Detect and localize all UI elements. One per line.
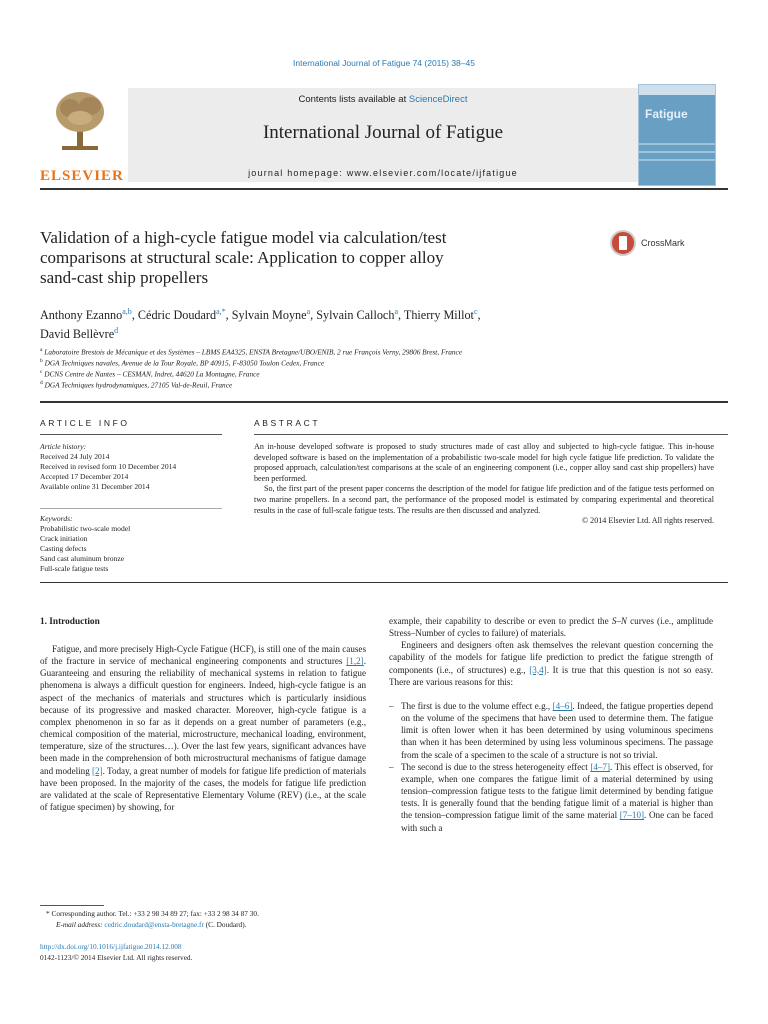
keyword-item: Crack initiation [40,534,88,543]
doi-link[interactable]: http://dx.doi.org/10.1016/j.ijfatigue.2014.12.008 [40,942,182,951]
email-note [40,920,370,931]
history-item: Accepted 17 December 2014 [40,472,129,481]
affiliation-text: DCNS Centre de Nantes – CESMAN, Indret, 44620 La Montagne, France [44,369,260,379]
author-affil-marker[interactable]: a,* [216,307,226,316]
affiliation-marker: c [40,368,43,375]
journal-cover-image [638,84,716,186]
crossmark-badge[interactable] [610,230,720,260]
author-affil-marker[interactable]: a [306,307,311,316]
reasons-list [389,700,713,834]
abstract-rule [254,434,728,435]
crossmark-label: CrossMark [641,238,685,248]
body-column-right [389,615,713,834]
journal-citation[interactable]: International Journal of Fatigue 74 (2015) 38–45 [293,58,475,68]
masthead-divider [40,188,728,190]
article-history [40,442,222,492]
affiliation-item [40,368,730,379]
article-info-rule [40,434,222,435]
affiliation-text: Laboratoire Brestois de Mécanique et des Systèmes – LBMS EA4325, ENSTA Bretagne/UBO/ENIB, 2 rue François Verny, 29806 Brest, France [44,347,463,357]
text-run: . Today, a great number of models for fatigue life prediction of materials have been proposed. In the majority of the cases, the models for fatigue life prediction are validated at the scale of Representative Elementary Volume (REV) (i.e., at the scale of fatigue specimen) by showing, for [40,765,366,813]
sn-curve-term: S–N [611,616,627,626]
article-info-heading: ARTICLE INFO [40,418,130,428]
elsevier-logo[interactable] [40,88,122,182]
list-item [389,761,713,834]
contents-prefix: Contents lists available at [298,94,409,105]
contents-line [128,94,638,105]
cover-header-band [639,85,715,95]
publisher-name: ELSEVIER [40,168,124,184]
keywords [40,514,222,574]
body-paragraph [389,639,713,688]
sciencedirect-link[interactable]: ScienceDirect [408,94,468,105]
list-item [389,700,713,761]
author-separator: , [477,308,481,323]
history-item: Received in revised form 10 December 2014 [40,462,177,471]
crossmark-icon [610,230,636,256]
author-separator: , [310,308,317,323]
title-line: sand-cast ship propellers [40,268,209,287]
affiliation-marker: b [40,357,43,364]
body-column-left [40,643,366,813]
list-dash: – [389,761,394,772]
author-separator: , [398,308,404,323]
masthead [40,84,728,184]
abstract-end-divider [40,582,728,583]
journal-title: International Journal of Fatigue [262,122,504,143]
cover-stripe [639,159,715,161]
text-run: The second is due to the stress heterogeneity effect [401,761,591,772]
reference-link[interactable]: [2] [92,765,103,776]
author-name: Sylvain Calloch [316,308,395,323]
abstract-body [254,442,714,527]
reference-link[interactable]: [7–10] [619,810,645,821]
author-name: Sylvain Moyne [231,308,307,323]
text-run: . This effect is observed, for example, when one compares the fatigue limit of a material determined by using tension–compression fatigue tests to the fatigue limit determined by bending fatigue tests. It is generally found that the bending fatigue limit of a material is higher than the tension–compression fatigue limit of the same material [401,761,713,821]
author-list [40,304,680,342]
elsevier-tree-icon [52,88,108,152]
cover-title: Fatigue [645,107,688,121]
author-name: Thierry Millot [403,308,474,323]
author-name: Anthony Ezanno [40,308,123,323]
footnotes [40,909,370,930]
author-separator: , [131,308,138,323]
issn-line: 0142-1123/© 2014 Elsevier Ltd. All rights reserved. [40,952,193,962]
affiliation-text: DGA Techniques hydrodynamiques, 27105 Val-de-Reuil, France [44,380,233,390]
paper-title [40,228,600,288]
affiliation-item [40,357,730,368]
reference-link[interactable]: [4–7] [590,761,611,772]
keyword-item: Casting defects [40,544,87,553]
abstract-paragraph: So, the first part of the present paper concerns the description of the model for fatigue life prediction and of the fatigue tests performed on two marine propellers. In a second part, the performance of the proposed model is estimated by comparing experimental and theoretical results in the case of full-scale fatigue tests. The results are then discussed and analyzed. [254,484,714,515]
cover-stripe [639,151,715,153]
text-run: The first is due to the volume effect e.g., [401,700,553,711]
masthead-band [128,88,638,182]
cover-stripe [639,143,715,145]
history-item: Available online 31 December 2014 [40,482,150,491]
affiliation-text: DGA Techniques navales, Avenue de la Tour Royale, BP 40915, F-83050 Toulon Cedex, France [44,358,325,368]
body-paragraph [389,615,713,639]
text-run: . It is true that this question is not so easy. There are various reasons for this: [389,664,713,687]
abstract-paragraph: An in-house developed software is proposed to study structures made of cast alloy and subjected to high-cycle fatigue. This in-house developed software is based on the implementation of a probabilistic two-scale model for high cycle fatigue life prediction. To validate the proposed approach, calculation/test comparisons at the scale of an engineering component (i.e., copper alloy sand cast ship propellers) have been performed. [254,442,714,483]
abstract-heading: ABSTRACT [254,418,321,428]
doi-block [40,942,370,963]
keywords-divider [40,508,222,509]
keyword-item: Probabilistic two-scale model [40,524,131,533]
keyword-item: Sand cast aluminum bronze [40,554,125,563]
title-line: Validation of a high-cycle fatigue model via calculation/test [40,228,447,247]
footnote-rule [40,905,104,906]
keywords-label: Keywords: [40,514,73,523]
article-info-divider [40,401,728,403]
article-history-label: Article history: [40,442,87,451]
author-affil-marker[interactable]: a,b [122,307,132,316]
email-link[interactable]: cedric.doudard@ensta-bretagne.fr [104,919,204,929]
text-run: Fatigue, and more precisely High-Cycle Fatigue (HCF), is still one of the main causes of the fracture in service of mechanical engineering components and structures [40,644,366,667]
keyword-item: Full-scale fatigue tests [40,564,109,573]
history-item: Received 24 July 2014 [40,452,110,461]
email-label: E-mail address: [56,919,105,929]
affiliation-item [40,379,730,390]
reference-link[interactable]: [3,4] [529,664,547,675]
affiliations [40,346,730,390]
body-paragraph [40,643,366,813]
text-run: . Indeed, the fatigue properties depend on the volume of the specimens that have been used to determine them. The fatigue limit is often lower when it has been determined by using voluminous specimens than when it has been determined by using less voluminous specimens. The passage from the scale of a specimen to the scale of a structure is not so trivial. [401,700,713,760]
author-name: David Bellèvre [40,327,115,342]
email-suffix: (C. Doudard). [203,919,247,929]
list-dash: – [389,700,394,711]
text-run: example, their capability to describe or even to predict the [389,616,612,626]
author-name: Cédric Doudard [137,308,217,323]
text-run: curves (i.e., amplitude Stress–Number of cycles to failure) of materials. [389,616,713,639]
affiliation-item [40,346,730,357]
abstract-copyright: © 2014 Elsevier Ltd. All rights reserved. [581,516,714,526]
journal-homepage[interactable]: journal homepage: www.elsevier.com/locate/ijfatigue [248,168,518,178]
author-affil-marker[interactable]: d [114,326,119,336]
author-affil-marker[interactable]: c [473,307,478,316]
corresponding-author-note: * Corresponding author. Tel.: +33 2 98 34 89 27; fax: +33 2 98 34 87 30. [46,909,259,918]
author-affil-marker[interactable]: a [394,307,398,316]
title-line: comparisons at structural scale: Application to copper alloy [40,248,444,267]
text-run: . Guaranteeing and ensuring the reliability of mechanical systems in relation to fatigue phenomena is always a difficult question for engineers. Indeed, high-cycle fatigue is an aspect of the mechanics of materials and structures which is particularly insidious because of its progressive and masked character. Moreover, high-cycle fatigue is a complex phenomenon in so far as it depends on a great number of parameters (e.g., chemical composition of the material, microstructure, mechanical loading, environment, temperature, size of the structures…). Over the last few years, significant advances have been made in the comprehension of both microstructural mechanisms of fatigue damage and modeling [40,656,366,776]
affiliation-marker: a [40,347,43,353]
text-run: Engineers and designers often ask themselves the relevant question concerning the capability of the models for fatigue life prediction to predict the fatigue strength of components (i.e., of structures) e.g., [389,640,713,675]
section-heading-introduction: 1. Introduction [40,617,100,627]
affiliation-marker: d [40,379,43,386]
text-run: . One can be faced with such a [401,810,713,833]
reference-link[interactable]: [1,2] [346,656,364,667]
reference-link[interactable]: [4–6] [552,700,573,711]
author-separator: , [225,308,232,323]
